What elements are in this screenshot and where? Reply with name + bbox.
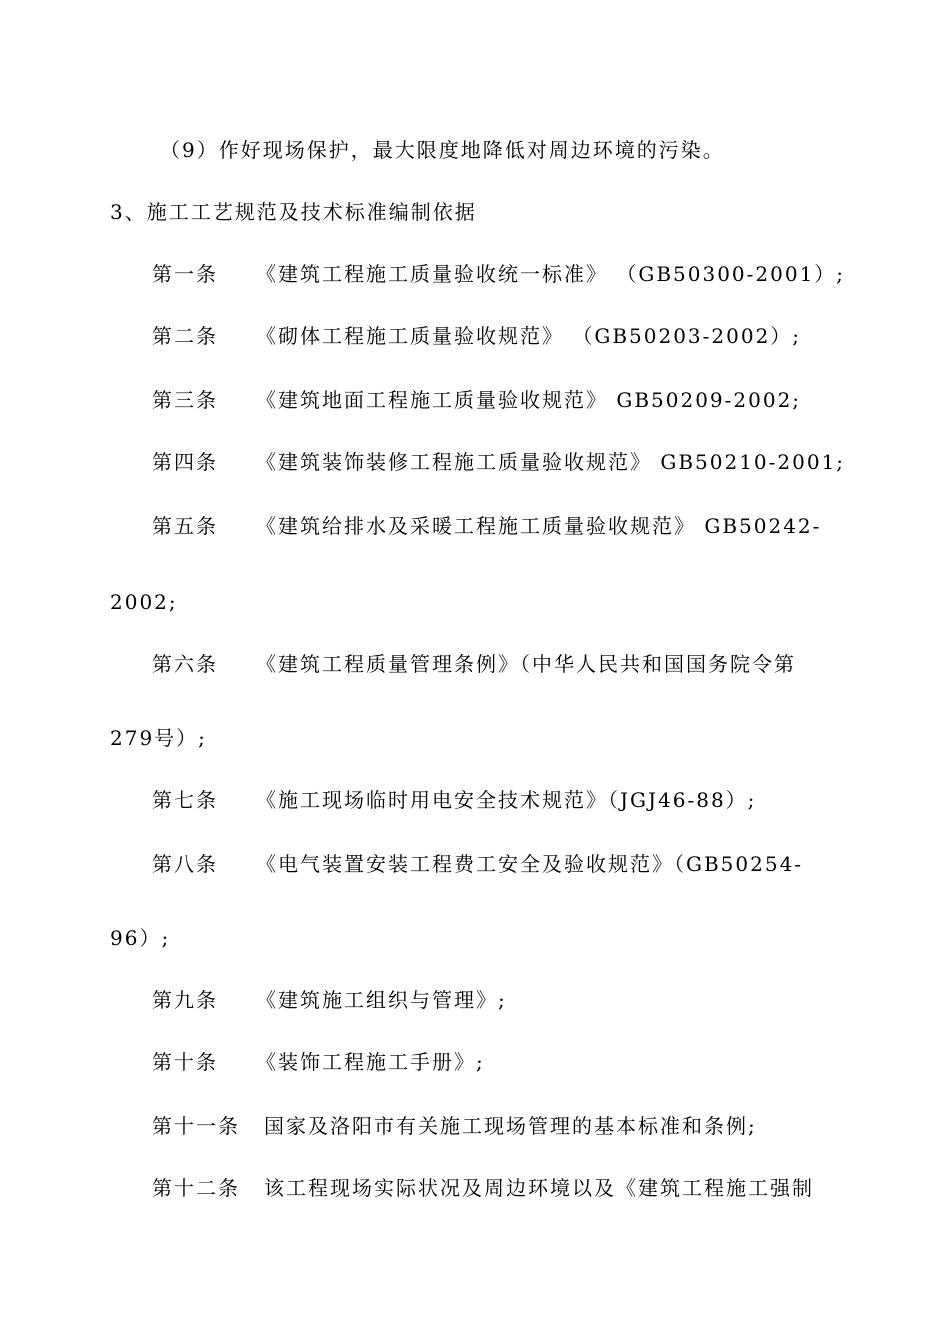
list-item — [152, 1114, 757, 1138]
item-continuation: 279号）; — [110, 726, 207, 750]
item-label: 第十二条 — [152, 1176, 240, 1200]
item-label: 第七条 — [152, 788, 218, 812]
list-item — [152, 388, 801, 412]
item-text: 《建筑地面工程施工质量验收规范》 GB50209-2002; — [256, 388, 802, 412]
list-item — [152, 652, 796, 676]
item-text: 《建筑施工组织与管理》; — [256, 988, 507, 1012]
item-label: 第二条 — [152, 324, 218, 348]
item-label: 第十一条 — [152, 1114, 240, 1138]
item-text: 《装饰工程施工手册》; — [256, 1050, 485, 1074]
item-text: 《建筑给排水及采暖工程施工质量验收规范》 GB50242- — [256, 514, 822, 538]
list-item — [152, 262, 845, 286]
list-item — [152, 988, 507, 1012]
item-text: 《建筑装饰装修工程施工质量验收规范》 GB50210-2001; — [256, 450, 846, 474]
item-label: 第一条 — [152, 262, 218, 286]
list-item — [152, 324, 801, 348]
item-label: 第四条 — [152, 450, 218, 474]
item-text: 《施工现场临时用电安全技术规范》（JGJ46-88）; — [256, 788, 757, 812]
item-label: 第五条 — [152, 514, 218, 538]
item-label: 第八条 — [152, 852, 218, 876]
section-heading: 3、施工工艺规范及技术标准编制依据 — [110, 200, 477, 224]
list-item — [152, 450, 845, 474]
item-label: 第六条 — [152, 652, 218, 676]
item-text: 《电气装置安装工程费工安全及验收规范》（GB50254- — [256, 852, 804, 876]
item-text: 《砌体工程施工质量验收规范》 （GB50203-2002）; — [256, 324, 802, 348]
item-text: 国家及洛阳市有关施工现场管理的基本标准和条例; — [264, 1114, 757, 1138]
item-label: 第十条 — [152, 1050, 218, 1074]
list-item — [152, 788, 756, 812]
list-item — [152, 852, 803, 876]
list-item — [152, 1176, 814, 1200]
list-item — [152, 1050, 485, 1074]
list-item — [152, 514, 821, 538]
item-text: 该工程现场实际状况及周边环境以及《建筑工程施工强制 — [264, 1176, 814, 1200]
item-continuation: 96）; — [110, 926, 171, 950]
intro-paragraph: （9）作好现场保护，最大限度地降低对周边环境的污染。 — [160, 138, 725, 162]
item-continuation: 2002; — [110, 590, 178, 614]
item-label: 第三条 — [152, 388, 218, 412]
item-label: 第九条 — [152, 988, 218, 1012]
item-text: 《建筑工程质量管理条例》（中华人民共和国国务院令第 — [256, 652, 796, 676]
item-text: 《建筑工程施工质量验收统一标准》 （GB50300-2001）; — [256, 262, 846, 286]
